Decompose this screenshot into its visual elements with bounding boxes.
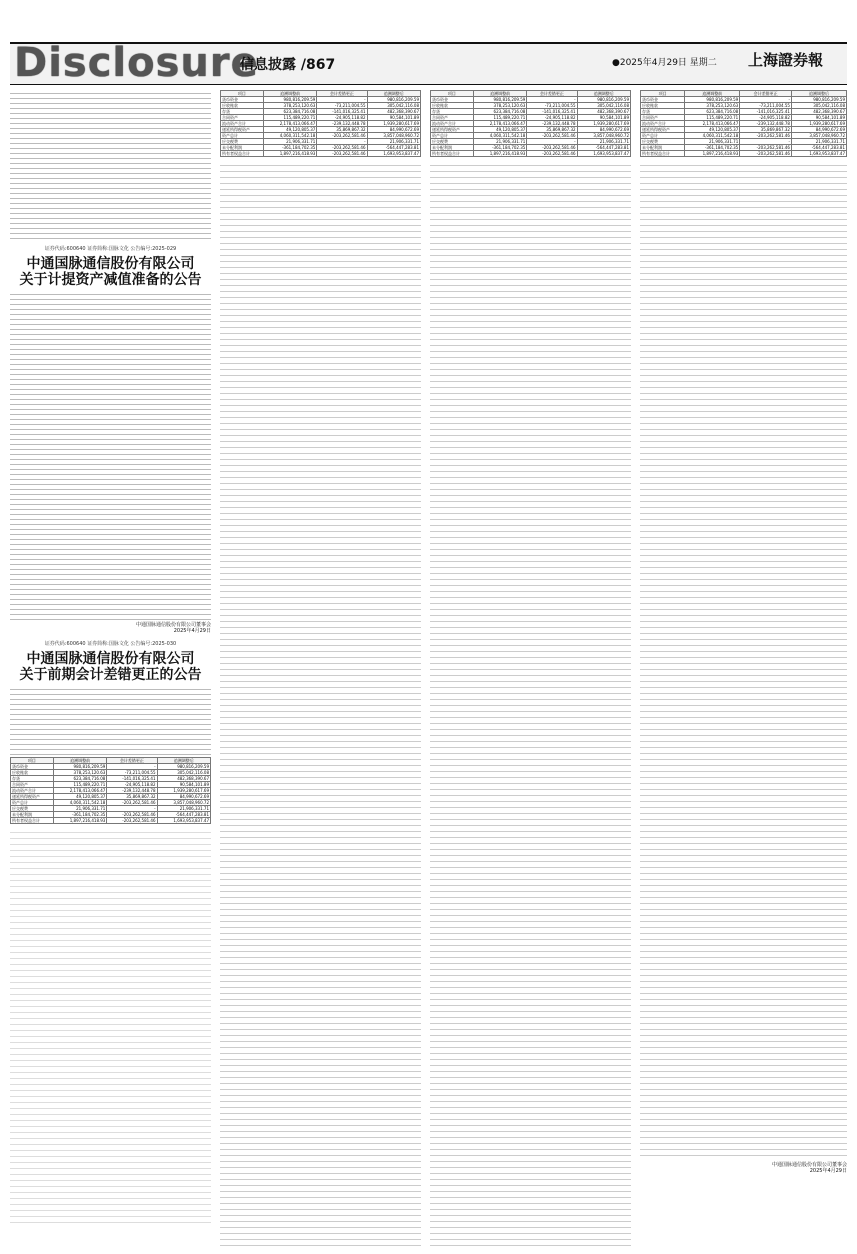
table-cell: 35,869,867.32 (107, 794, 157, 800)
table-cell: 应交税费 (221, 139, 264, 145)
table-cell: -564,447,283.81 (367, 145, 420, 151)
table-cell: 所有者权益合计 (641, 151, 685, 157)
column-header: 追溯调整前 (53, 758, 106, 764)
table-cell: 980,816,209.59 (473, 97, 526, 103)
newspaper-masthead: 上海證券報 (748, 51, 824, 69)
table-cell: 货币资金 (431, 97, 474, 103)
table-cell: 90,584,101.89 (157, 782, 210, 788)
table-cell: 305,042,116.08 (577, 103, 630, 109)
table-cell: -203,262,581.46 (317, 151, 367, 157)
table-cell: 378,253,120.63 (473, 103, 526, 109)
table-cell: -564,447,283.81 (577, 145, 630, 151)
table-cell: 84,990,672.69 (367, 127, 420, 133)
table-cell: 1,939,280,617.69 (367, 121, 420, 127)
table-cell: 482,368,390.67 (791, 109, 846, 115)
table-cell: 应收账款 (431, 103, 474, 109)
table-cell: - (317, 139, 367, 145)
column-header: 追溯调整后 (367, 91, 420, 97)
table-cell: 应收账款 (641, 103, 685, 109)
table-cell: 货币资金 (221, 97, 264, 103)
table-cell: 1,939,280,617.69 (157, 788, 210, 794)
table-cell: 1,693,953,837.47 (157, 818, 210, 824)
table-cell: -24,905,118.82 (317, 115, 367, 121)
title-subject: 关于前期会计差错更正的公告 (19, 667, 202, 683)
table-cell: 21,906,331.71 (263, 139, 316, 145)
announcement-title (10, 651, 211, 683)
table-cell: -203,262,581.46 (107, 800, 157, 806)
table-cell: 合同资产 (11, 782, 54, 788)
table-cell: 35,869,867.32 (740, 127, 792, 133)
table-cell: 应交税费 (431, 139, 474, 145)
column-header: 追溯调整前 (685, 91, 740, 97)
table-cell: 2,178,413,066.47 (53, 788, 106, 794)
table-cell: 980,816,209.59 (577, 97, 630, 103)
table-cell: 资产总计 (641, 133, 685, 139)
table-cell: 递延所得税资产 (431, 127, 474, 133)
column-header: 追溯调整后 (791, 91, 846, 97)
table-cell: 4,060,311,542.18 (685, 133, 740, 139)
table-cell: 合同资产 (221, 115, 264, 121)
table-cell: -141,016,325.41 (317, 109, 367, 115)
table-cell: - (740, 139, 792, 145)
table-cell: 3,857,048,960.72 (577, 133, 630, 139)
column-header: 追溯调整前 (263, 91, 316, 97)
table-cell: 1,897,216,418.93 (473, 151, 526, 157)
table-cell: -73,211,004.55 (740, 103, 792, 109)
table-cell: 存货 (641, 109, 685, 115)
table-cell: -239,132,448.78 (740, 121, 792, 127)
page-header (0, 0, 857, 86)
table-row (11, 818, 211, 824)
column-header: 追溯调整前 (473, 91, 526, 97)
table-cell: 84,990,672.69 (157, 794, 210, 800)
table-cell: 4,060,311,542.18 (53, 800, 106, 806)
table-cell: -203,262,581.46 (740, 145, 792, 151)
table-cell: -24,905,118.82 (107, 782, 157, 788)
table-cell: 4,060,311,542.18 (263, 133, 316, 139)
table-cell: 378,253,120.63 (685, 103, 740, 109)
table-cell: 4,060,311,542.18 (473, 133, 526, 139)
table-cell: -361,184,702.35 (53, 812, 106, 818)
table-cell: 未分配利润 (431, 145, 474, 151)
table-cell: 流动资产合计 (641, 121, 685, 127)
table-cell: -239,132,448.78 (317, 121, 367, 127)
table-row (221, 151, 421, 157)
page-label: 信息披露 /867 (240, 57, 336, 73)
table-cell: 49,120,805.37 (685, 127, 740, 133)
column-4 (640, 88, 847, 1246)
table-cell: 623,384,716.08 (53, 776, 106, 782)
table-cell: 货币资金 (11, 764, 54, 770)
table-cell: 2,178,413,066.47 (685, 121, 740, 127)
table-cell: -73,211,004.55 (317, 103, 367, 109)
table-cell: 305,042,116.08 (367, 103, 420, 109)
table-cell: 35,869,867.32 (317, 127, 367, 133)
table-cell: -141,016,325.41 (527, 109, 577, 115)
body-text (10, 827, 211, 1227)
table-cell: 货币资金 (641, 97, 685, 103)
table-cell: -361,184,702.35 (685, 145, 740, 151)
title-subject: 关于计提资产减值准备的公告 (19, 272, 202, 288)
table-cell: 482,368,390.67 (157, 776, 210, 782)
body-text (10, 685, 211, 755)
financial-table (220, 90, 421, 157)
table-grid (220, 160, 421, 1246)
table-cell: 1,939,280,617.69 (577, 121, 630, 127)
column-header: 追溯调整后 (577, 91, 630, 97)
table-cell: 1,897,216,418.93 (53, 818, 106, 824)
table-cell: 980,816,209.59 (157, 764, 210, 770)
table-cell: 980,816,209.59 (263, 97, 316, 103)
table-cell: -203,262,581.46 (527, 151, 577, 157)
table-cell: 1,693,953,837.47 (367, 151, 420, 157)
column-header: 会计差错更正 (527, 91, 577, 97)
table-cell: 递延所得税资产 (641, 127, 685, 133)
column-header: 项目 (431, 91, 474, 97)
table-cell: 305,042,116.08 (791, 103, 846, 109)
title-company: 中通国脉通信股份有限公司 (26, 256, 195, 272)
table-cell: -203,262,581.46 (740, 133, 792, 139)
announcement-code-line: 证券代码:600640 证券简称:国脉文化 公告编号:2025-029 (44, 246, 177, 252)
table-cell: -361,184,702.35 (473, 145, 526, 151)
closing-signature (640, 1162, 847, 1174)
table-cell: 21,906,331.71 (367, 139, 420, 145)
table-cell: 应交税费 (641, 139, 685, 145)
table-cell: 应收账款 (11, 770, 54, 776)
table-cell: -203,262,581.46 (107, 812, 157, 818)
table-row (431, 151, 631, 157)
table-cell: 49,120,805.37 (473, 127, 526, 133)
table-cell: 未分配利润 (11, 812, 54, 818)
table-cell: 115,489,220.71 (53, 782, 106, 788)
table-cell: 合同资产 (641, 115, 685, 121)
table-cell: 3,857,048,960.72 (367, 133, 420, 139)
table-cell: 482,368,390.67 (367, 109, 420, 115)
table-cell: 35,869,867.32 (527, 127, 577, 133)
table-cell: 21,906,331.71 (791, 139, 846, 145)
table-cell: 115,489,220.71 (263, 115, 316, 121)
table-cell: 1,897,216,418.93 (263, 151, 316, 157)
signature-org: 中通国脉通信股份有限公司董事会 (771, 1162, 847, 1168)
table-cell: 3,857,048,960.72 (791, 133, 846, 139)
column-header: 追溯调整后 (157, 758, 210, 764)
column-header: 项目 (221, 91, 264, 97)
table-cell: 623,384,716.08 (263, 109, 316, 115)
announcement-title (10, 256, 211, 288)
announcement-code-line: 证券代码:600640 证券简称:国脉文化 公告编号:2025-030 (44, 641, 177, 647)
title-company: 中通国脉通信股份有限公司 (26, 651, 195, 667)
table-cell: -203,262,581.46 (740, 151, 792, 157)
table-cell: 980,816,209.59 (53, 764, 106, 770)
table-grid (640, 160, 847, 1160)
table-cell: 1,939,280,617.69 (791, 121, 846, 127)
table-cell: -203,262,581.46 (317, 145, 367, 151)
table-cell: 980,816,209.59 (791, 97, 846, 103)
table-cell: 资产总计 (431, 133, 474, 139)
table-cell: 49,120,805.37 (263, 127, 316, 133)
table-cell: 84,990,672.69 (577, 127, 630, 133)
column-header: 会计差错更正 (107, 758, 157, 764)
table-cell: 流动资产合计 (221, 121, 264, 127)
table-cell: 115,489,220.71 (473, 115, 526, 121)
table-cell: 存货 (221, 109, 264, 115)
table-cell: 存货 (11, 776, 54, 782)
table-cell: 305,042,116.08 (157, 770, 210, 776)
table-cell: 所有者权益合计 (221, 151, 264, 157)
table-cell: 21,906,331.71 (473, 139, 526, 145)
column-1 (10, 88, 211, 1246)
table-cell: 90,584,101.89 (577, 115, 630, 121)
table-cell: 980,816,209.59 (685, 97, 740, 103)
table-cell: -564,447,283.81 (157, 812, 210, 818)
table-cell: 623,384,716.08 (685, 109, 740, 115)
column-header: 项目 (11, 758, 54, 764)
table-cell: 2,178,413,066.47 (263, 121, 316, 127)
table-cell: -239,132,448.78 (107, 788, 157, 794)
financial-table (640, 90, 847, 157)
table-cell: 递延所得税资产 (221, 127, 264, 133)
table-grid (430, 160, 631, 1246)
table-cell: 21,906,331.71 (685, 139, 740, 145)
table-cell: 482,368,390.67 (577, 109, 630, 115)
table-cell: 1,693,953,837.47 (577, 151, 630, 157)
financial-table (430, 90, 631, 157)
column-header: 项目 (641, 91, 685, 97)
table-cell: 21,906,331.71 (577, 139, 630, 145)
table-cell: -203,262,581.46 (527, 145, 577, 151)
column-3 (430, 88, 631, 1246)
signature-org: 中通国脉通信股份有限公司董事会 (135, 622, 211, 628)
table-cell: - (527, 139, 577, 145)
table-cell: 623,384,716.08 (473, 109, 526, 115)
table-cell: 资产总计 (11, 800, 54, 806)
table-cell: 1,693,953,837.47 (791, 151, 846, 157)
table-cell: -361,184,702.35 (263, 145, 316, 151)
table-cell: -239,132,448.78 (527, 121, 577, 127)
table-cell: 90,584,101.89 (791, 115, 846, 121)
table-cell: 流动资产合计 (11, 788, 54, 794)
table-cell: 应交税费 (11, 806, 54, 812)
table-cell: -73,211,004.55 (527, 103, 577, 109)
table-cell: 378,253,120.63 (53, 770, 106, 776)
table-cell: -141,016,325.41 (740, 109, 792, 115)
table-cell: 未分配利润 (641, 145, 685, 151)
table-cell: -24,905,118.82 (740, 115, 792, 121)
table-cell: - (107, 764, 157, 770)
table-cell: 未分配利润 (221, 145, 264, 151)
table-cell: -203,262,581.46 (527, 133, 577, 139)
column-2 (220, 88, 421, 1246)
table-cell: 2,178,413,066.47 (473, 121, 526, 127)
table-cell: 递延所得税资产 (11, 794, 54, 800)
disclosure-logo: Disclosure (14, 40, 259, 86)
table-cell: - (107, 806, 157, 812)
table-cell: 90,584,101.89 (367, 115, 420, 121)
table-cell: 资产总计 (221, 133, 264, 139)
page-content (10, 88, 847, 1246)
table-cell: - (740, 97, 792, 103)
table-cell: -24,905,118.82 (527, 115, 577, 121)
table-cell: -141,016,325.41 (107, 776, 157, 782)
table-cell: 1,897,216,418.93 (685, 151, 740, 157)
table-cell: 378,253,120.63 (263, 103, 316, 109)
signature-date: 2025年4月29日 (809, 1168, 847, 1174)
column-header: 会计差错更正 (317, 91, 367, 97)
table-cell: 115,489,220.71 (685, 115, 740, 121)
body-text (10, 290, 211, 620)
issue-date: ●2025年4月29日 星期二 (612, 58, 717, 68)
table-row (641, 151, 847, 157)
signature (10, 622, 211, 634)
column-header: 会计差错更正 (740, 91, 792, 97)
table-cell: - (317, 97, 367, 103)
table-cell: 应收账款 (221, 103, 264, 109)
table-cell: -564,447,283.81 (791, 145, 846, 151)
table-cell: 980,816,209.59 (367, 97, 420, 103)
table-cell: 存货 (431, 109, 474, 115)
filler-paragraph (10, 89, 211, 239)
table-cell: 49,120,805.37 (53, 794, 106, 800)
signature-date: 2025年4月29日 (173, 628, 211, 634)
table-cell: 21,906,331.71 (157, 806, 210, 812)
table-cell: 3,857,048,960.72 (157, 800, 210, 806)
table-cell: 所有者权益合计 (431, 151, 474, 157)
table-cell: 21,906,331.71 (53, 806, 106, 812)
table-cell: -203,262,581.46 (317, 133, 367, 139)
table-cell: - (527, 97, 577, 103)
table-cell: 所有者权益合计 (11, 818, 54, 824)
table-cell: -203,262,581.46 (107, 818, 157, 824)
table-cell: 合同资产 (431, 115, 474, 121)
table-cell: 84,990,672.69 (791, 127, 846, 133)
financial-table (10, 757, 211, 824)
table-cell: -73,211,004.55 (107, 770, 157, 776)
table-cell: 流动资产合计 (431, 121, 474, 127)
